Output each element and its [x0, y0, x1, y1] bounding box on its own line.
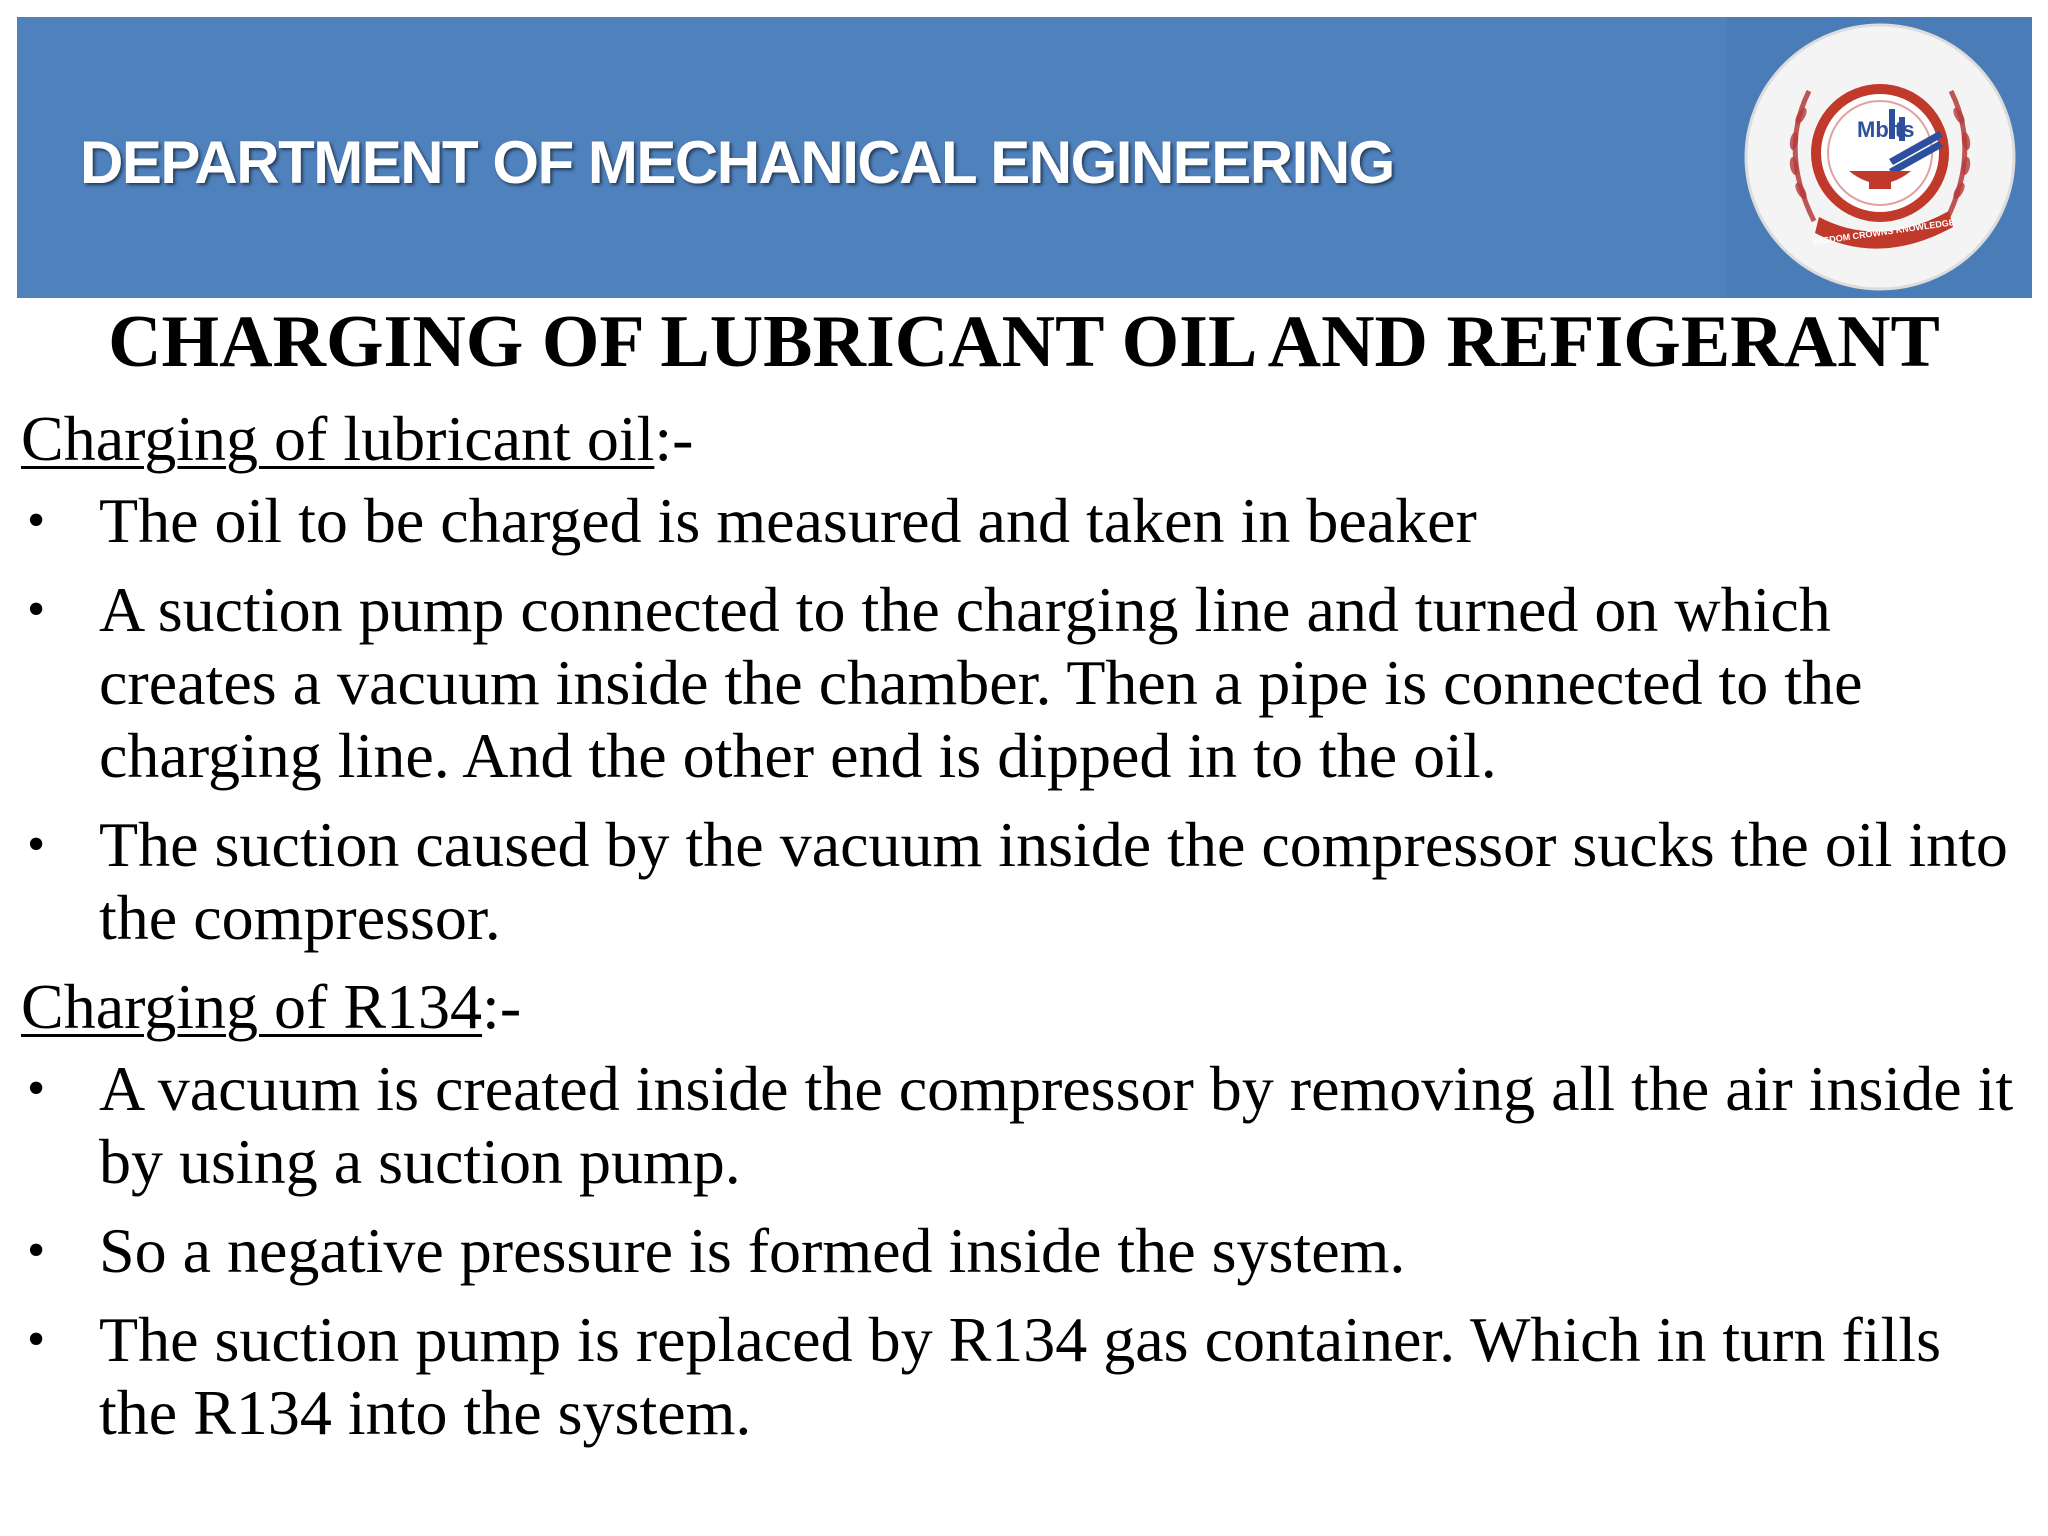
bullet-item — [21, 1303, 2021, 1449]
bullet-text: The suction pump is replaced by R134 gas container. Which in turn fills the R134 into the system. — [99, 1304, 1941, 1448]
logo-text: Mbits — [1857, 117, 1915, 142]
logo-container — [1727, 17, 2032, 298]
mbits-logo-icon — [1739, 21, 2021, 296]
bullet-item — [21, 1214, 2021, 1287]
bullet-icon: • — [27, 1222, 46, 1279]
bullet-text: The oil to be charged is measured and taken in beaker — [99, 485, 1477, 556]
section-heading-text: Charging of R134 — [21, 971, 483, 1042]
department-title: DEPARTMENT OF MECHANICAL ENGINEERING — [80, 129, 1394, 196]
section-heading-text: Charging of lubricant oil — [21, 403, 655, 474]
bullet-text: A suction pump connected to the charging line and turned on which creates a vacuum inside the chamber. Then a pipe is connected to the charging line. And the other end is dipped in to the oil. — [99, 574, 1863, 791]
bullet-icon: • — [27, 492, 46, 549]
bullet-item — [21, 484, 2021, 557]
slide-title: CHARGING OF LUBRICANT OIL AND REFIGERANT — [108, 301, 1940, 383]
section-heading-r134 — [21, 970, 2021, 1044]
section-heading-suffix: :- — [654, 403, 694, 474]
bullet-list-r134 — [21, 1052, 2021, 1449]
bullet-icon: • — [27, 1060, 46, 1117]
bullet-item — [21, 808, 2021, 954]
logo-motto: WISDOM CROWNS KNOWLEDGE — [1811, 217, 1956, 247]
bullet-icon: • — [27, 581, 46, 638]
bullet-icon: • — [27, 816, 46, 873]
bullet-item — [21, 573, 2021, 792]
bullet-item — [21, 1052, 2021, 1198]
slide-content — [21, 402, 2021, 1465]
bullet-icon: • — [27, 1311, 46, 1368]
bullet-text: So a negative pressure is formed inside the system. — [99, 1215, 1406, 1286]
section-heading-suffix: :- — [482, 971, 522, 1042]
bullet-text: A vacuum is created inside the compressor by removing all the air inside it by using a suction pump. — [99, 1053, 2014, 1197]
bullet-text: The suction caused by the vacuum inside the compressor sucks the oil into the compressor. — [99, 809, 2008, 953]
bullet-list-lubricant-oil — [21, 484, 2021, 954]
section-heading-lubricant-oil — [21, 402, 2021, 476]
